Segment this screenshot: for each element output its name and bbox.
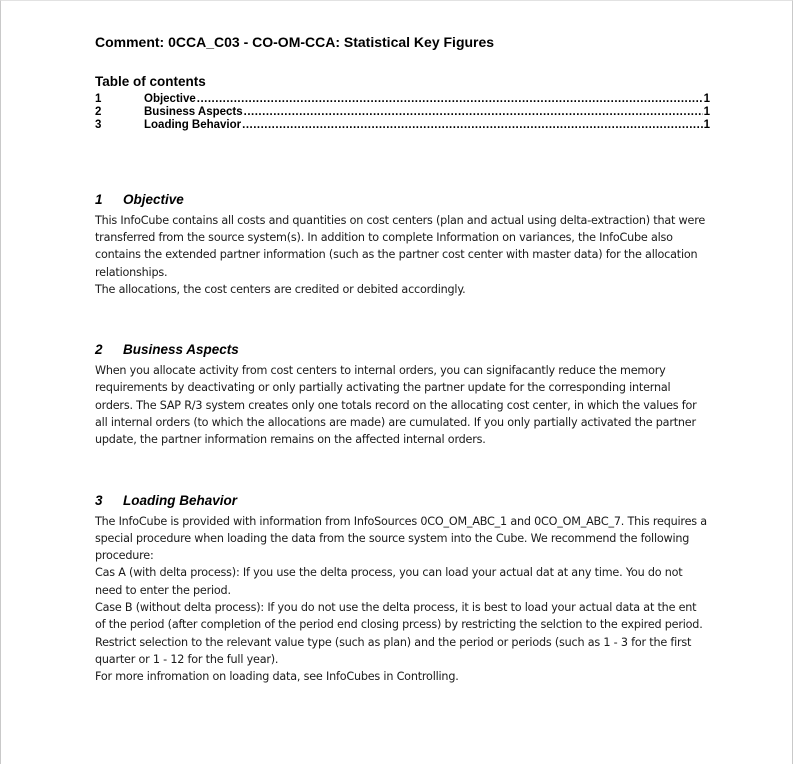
section-business-aspects [95,343,710,448]
section-paragraph: This InfoCube contains all costs and quantities on cost centers (plan and actual using delta-extraction) that were transferred from the source system(s). In addition to complete Information on variances, the InfoCube also contains the extended partner information (such as the partner cost center with master data) for the allocation relationships. [95,213,706,279]
section-paragraph: For more infromation on loading data, see InfoCubes in Controlling. [95,670,459,684]
toc-leader-dots [197,93,703,106]
section-heading [95,193,710,207]
section-paragraph: Restrict selection to the relevant value type (such as plan) and the period or periods (such as 1 - 3 for the first quarter or 1 - 12 for the full year). [95,635,692,666]
section-paragraph: Case B (without delta process): If you do not use the delta process, it is best to load your actual data at the ent of the period (after completion of the period end closing prcess) by restricting the selction to the expired period. [95,601,703,632]
toc-leader-dots [244,106,703,119]
section-title: Objective [123,191,184,207]
section-number: 3 [95,492,103,508]
document-content [95,1,710,686]
toc-entry-label: Loading Behavior [144,119,242,132]
table-of-contents [95,75,710,133]
section-objective [95,193,710,298]
section-paragraph: The allocations, the cost centers are credited or debited accordingly. [95,282,466,296]
section-paragraph: Cas A (with delta process): If you use the delta process, you can load your actual dat at any time. You do not need to enter the period. [95,566,683,597]
toc-entry-loading-behavior[interactable] [95,119,710,132]
toc-entry-label: Business Aspects [144,106,243,119]
section-number: 1 [95,191,103,207]
section-paragraph: The InfoCube is provided with information from InfoSources 0CO_OM_ABC_1 and 0CO_OM_ABC_7. This requires a special procedure when loading the data from the source system into the Cube. We recommend the following procedure: [95,514,707,563]
toc-heading: Table of contents [95,74,206,89]
toc-entry-label: Objective [144,93,196,105]
toc-entry-page-number: 1 [703,119,710,132]
toc-list [95,93,710,133]
section-loading-behavior [95,494,710,686]
section-title: Business Aspects [123,342,239,358]
toc-entry-number: 1 [95,93,102,105]
section-heading [95,494,710,508]
section-number: 2 [95,342,103,358]
section-paragraph: When you allocate activity from cost centers to internal orders, you can signifacantly reduce the memory requirements by deactivating or only partially activating the partner update for the corresponding internal orders. The SAP R/3 system creates only one totals record on the allocating cost center, in which the values for all internal orders (to which the allocations are made) are cumulated. If you only partially activated the partner update, the partner information remains on the affected internal orders. [95,364,697,447]
toc-entry-page-number: 1 [703,106,710,119]
page-title: Comment: 0CCA_C03 - CO-OM-CCA: Statistical Key Figures [95,34,495,50]
toc-entry-business-aspects[interactable] [95,106,710,119]
toc-entry-objective[interactable] [95,93,710,106]
toc-entry-number: 2 [95,106,102,119]
section-heading [95,343,710,357]
toc-leader-dots [242,119,702,132]
section-title: Loading Behavior [123,492,238,508]
toc-entry-number: 3 [95,119,102,132]
toc-entry-page-number: 1 [703,93,710,105]
